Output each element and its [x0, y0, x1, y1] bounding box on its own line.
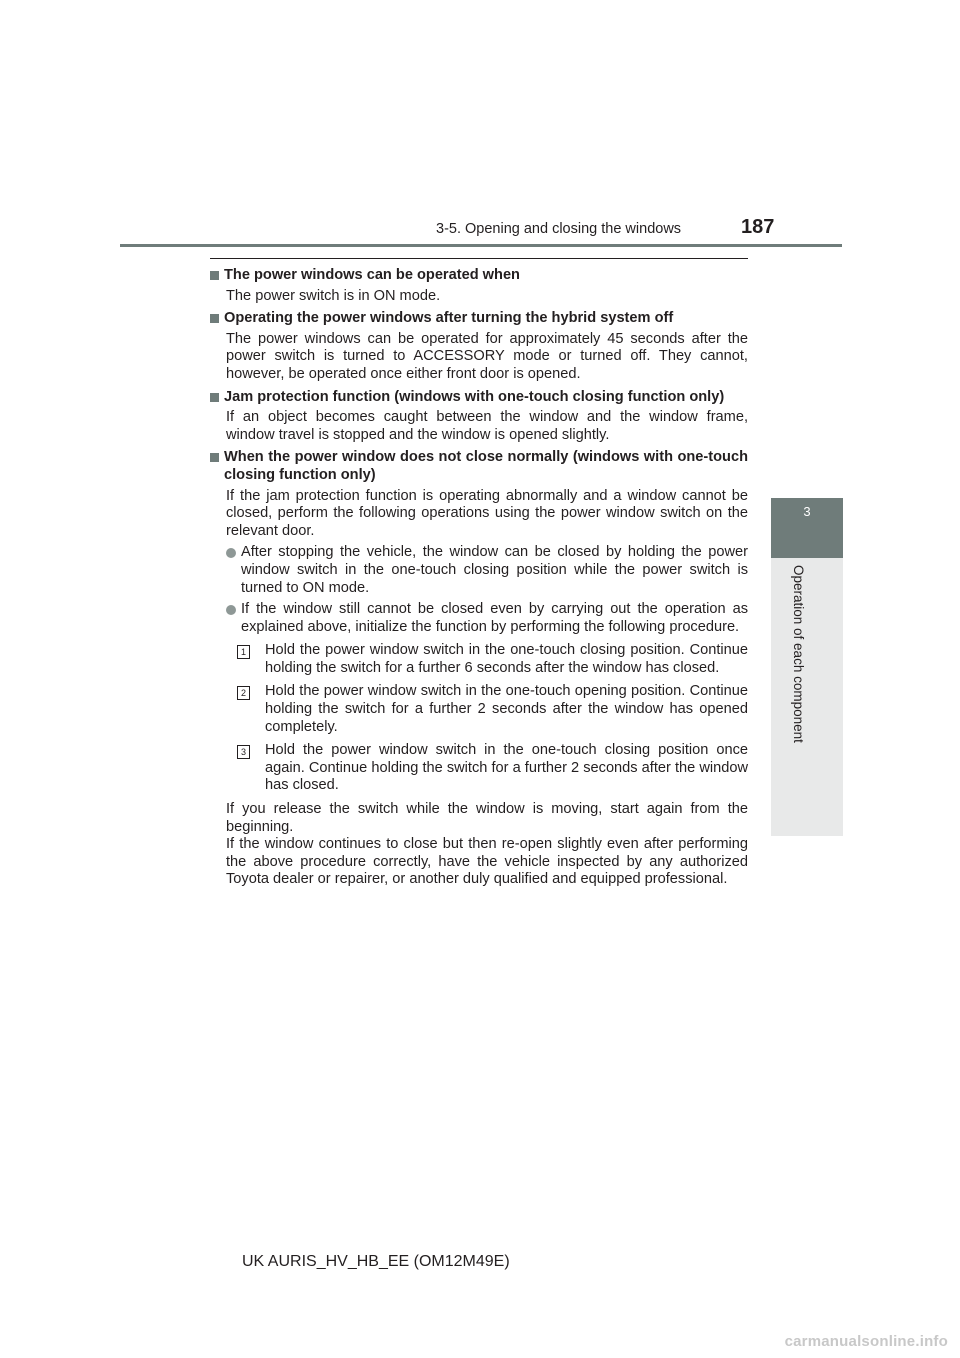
section-title: 3-5. Opening and closing the windows: [436, 221, 682, 237]
square-bullet-icon: [210, 393, 219, 402]
step-item: [237, 642, 748, 677]
circle-bullet-icon: [226, 605, 236, 615]
bullet-text: After stopping the vehicle, the window can be closed by holding the power window switch in the one-touch closing position while the power switch is turned to ON mode.: [241, 544, 748, 596]
section-divider: [210, 258, 748, 259]
topic-heading-text: Operating the power windows after turning the hybrid system off: [224, 310, 674, 327]
chapter-side-bar: [771, 558, 843, 836]
page-number: 187: [741, 216, 775, 238]
topic-heading: [210, 449, 748, 484]
step-text: Hold the power window switch in the one-touch opening position. Continue holding the switch for a further 2 seconds after the window has opened completely.: [265, 683, 748, 735]
circle-bullet-icon: [226, 548, 236, 558]
bullet-list-wrapper: [226, 544, 748, 795]
closing-text-inspect: If the window continues to close but then re-open slightly even after performing the above procedure correctly, have the vehicle inspected by any authorized Toyota dealer or repairer, or another duly qualified and equipped professional.: [226, 836, 748, 888]
topic-body: If the jam protection function is operating abnormally and a window cannot be closed, perform the following operations using the power window switch on the relevant door.: [226, 487, 748, 539]
square-bullet-icon: [210, 314, 219, 323]
model-code: UK AURIS_HV_HB_EE (OM12M49E): [242, 1253, 510, 1270]
step-text: Hold the power window switch in the one-touch closing position once again. Continue holding the switch for a further 2 seconds after the window has closed.: [265, 742, 748, 794]
topic-heading: [210, 267, 748, 285]
list-item: [226, 601, 748, 636]
topic-body: If an object becomes caught between the window and the window frame, window travel is stopped and the window is opened slightly.: [226, 409, 748, 443]
step-list: [237, 642, 748, 795]
step-item: [237, 742, 748, 795]
header-divider: [120, 244, 842, 247]
topic-heading-text: When the power window does not close normally (windows with one-touch closing function only): [224, 449, 748, 483]
topic-after-hybrid-off: [210, 310, 748, 383]
topic-heading-text: The power windows can be operated when: [224, 267, 520, 283]
square-bullet-icon: [210, 271, 219, 280]
page-content: [210, 265, 748, 889]
closing-text-restart: If you release the switch while the window is moving, start again from the beginning.: [226, 801, 748, 835]
topic-operate-when: [210, 267, 748, 305]
topic-body: The power switch is in ON mode.: [226, 287, 441, 304]
step-number-box: 2: [237, 686, 250, 700]
watermark: carmanualsonline.info: [784, 1333, 948, 1350]
topic-heading-text: Jam protection function (windows with one-touch closing function only): [224, 388, 725, 405]
topic-heading: [210, 310, 748, 328]
topic-body: The power windows can be operated for approximately 45 seconds after the power switch is turned to ACCESSORY mode or turned off. They cannot, however, be operated once either front door is opened.: [226, 330, 748, 382]
bullet-list: [226, 544, 748, 636]
step-text: Hold the power window switch in the one-touch closing position. Continue holding the switch for a further 6 seconds after the window has closed.: [265, 642, 748, 676]
chapter-tab: [771, 498, 843, 558]
chapter-label: Operation of each component: [791, 565, 806, 743]
square-bullet-icon: [210, 453, 219, 462]
closing-paragraph: [226, 801, 748, 889]
step-number-box: 3: [237, 745, 250, 759]
topic-heading: [210, 389, 748, 407]
bullet-text: If the window still cannot be closed even by carrying out the operation as explained above, initialize the function by performing the following procedure.: [241, 601, 748, 635]
topic-jam-protection: [210, 389, 748, 445]
topic-not-close-normally: [210, 449, 748, 889]
chapter-number: 3: [803, 504, 811, 519]
step-item: [237, 683, 748, 736]
list-item: [226, 544, 748, 597]
step-number-box: 1: [237, 645, 250, 659]
